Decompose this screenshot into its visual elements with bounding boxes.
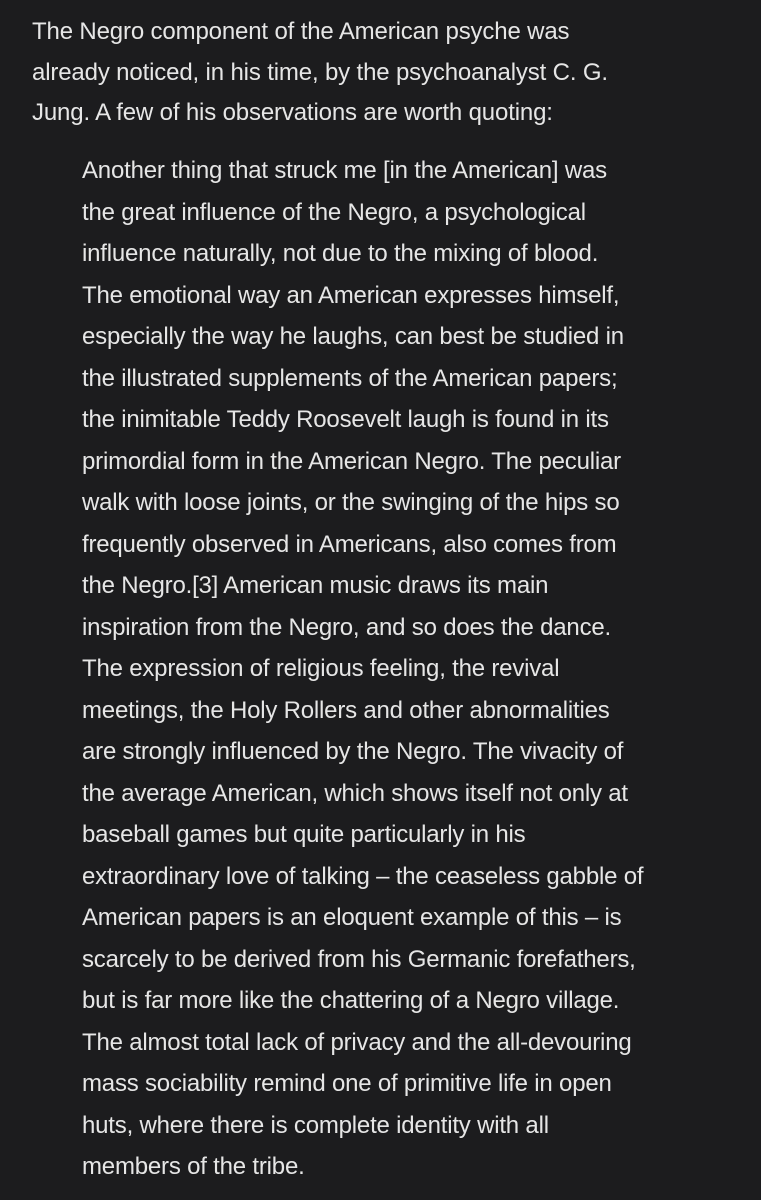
intro-line: The Negro component of the American psyche was — [32, 18, 570, 45]
quote-line: scarcely to be derived from his Germanic forefathers, — [82, 945, 636, 973]
quote-line: the Negro.[3] American music draws its main — [82, 572, 549, 599]
quote-line: primordial form in the American Negro. The peculiar — [82, 447, 621, 475]
quote-line: members of the tribe. — [82, 1153, 305, 1180]
quote-line: but is far more like the chattering of a Negro village. — [82, 987, 620, 1014]
quote-line: the average American, which shows itself not only at — [82, 779, 628, 807]
quote-line: meetings, the Holy Rollers and other abnormalities — [82, 696, 610, 724]
intro-line: already noticed, in his time, by the psychoanalyst C. G. — [32, 58, 608, 86]
quote-line: influence naturally, not due to the mixing of blood. — [82, 240, 599, 267]
quote-line: The expression of religious feeling, the revival — [82, 655, 560, 682]
intro-line: Jung. A few of his observations are worth quoting: — [32, 99, 553, 126]
quote-line: The almost total lack of privacy and the all-devouring — [82, 1028, 632, 1056]
quote-line: inspiration from the Negro, and so does the dance. — [82, 613, 611, 641]
quote-line: mass sociability remind one of primitive life in open — [82, 1070, 612, 1097]
quote-line: are strongly influenced by the Negro. The vivacity of — [82, 738, 624, 765]
quote-line: walk with loose joints, or the swinging of the hips so — [82, 489, 620, 516]
quote-line: frequently observed in Americans, also comes from — [82, 530, 617, 558]
quote-line: baseball games but quite particularly in his — [82, 821, 526, 848]
quote-line: the great influence of the Negro, a psychological — [82, 198, 586, 226]
intro-paragraph — [32, 12, 747, 134]
quote-line: Another thing that struck me [in the American] was — [82, 157, 607, 184]
quote-line: American papers is an eloquent example of this – is — [82, 904, 622, 931]
quote-line: huts, where there is complete identity with all — [82, 1111, 549, 1139]
quote-line: the illustrated supplements of the American papers; — [82, 364, 618, 392]
quote-line: especially the way he laughs, can best be studied in — [82, 323, 624, 350]
quote-line: The emotional way an American expresses himself, — [82, 281, 620, 309]
quote-line: extraordinary love of talking – the ceaseless gabble of — [82, 862, 644, 890]
block-quote — [82, 150, 747, 1188]
quote-line: the inimitable Teddy Roosevelt laugh is found in its — [82, 406, 609, 433]
